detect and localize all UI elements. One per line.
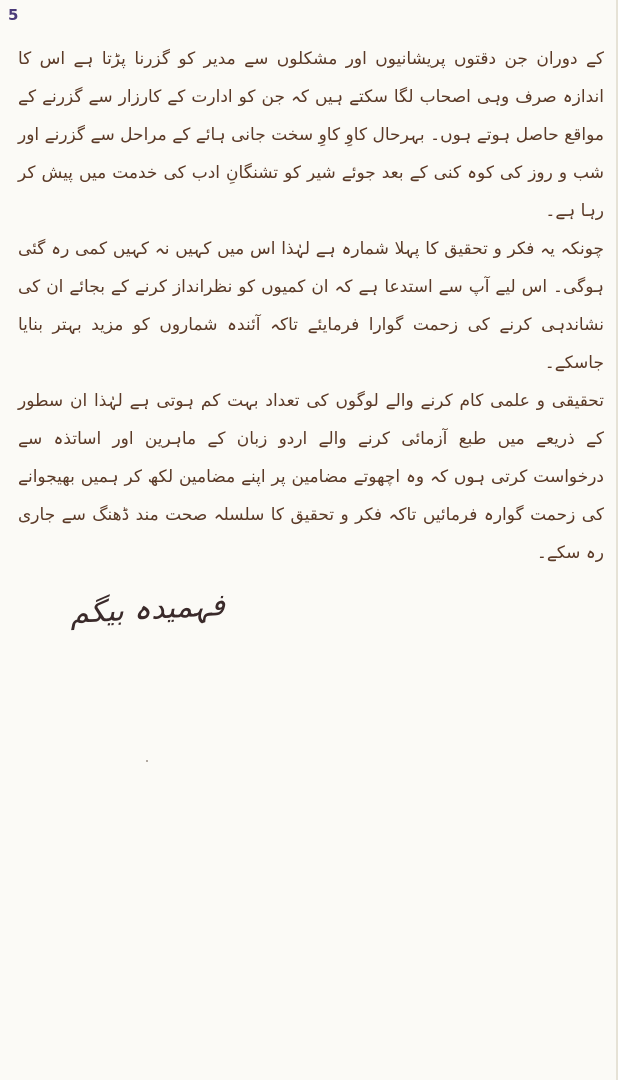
paragraph-2: چونکہ یہ فکر و تحقیق کا پہلا شمارہ ہے لہٰذا اس میں کہیں نہ کہیں کمی رہ گئی ہوگی۔ اس لیے آپ سے استدعا ہے کہ ان کمیوں کو نظرانداز کرنے کے بجائے ان کی نشاندہی کرنے کی زحمت گوارا فرمایئے تاکہ آئندہ شماروں کو مزید بہتر بنایا جاسکے۔ [18,239,604,373]
paragraph-1: کے دوران جن دقتوں پریشانیوں اور مشکلوں سے مدیر کو گزرنا پڑتا ہے اس کا اندازہ صرف وہی اصحاب لگا سکتے ہیں کہ جن کو ادارت کے کارزار سے گزرنے کے مواقع حاصل ہوتے ہوں۔ بہرحال کاوِ کاوِ سخت جانی ہائے کے مراحل سے گزرنے اور شب و روز کی کوہ کنی کے بعد جوئے شیر کو تشنگانِ ادب کی خدمت میں پیش کر رہا ہے۔ [18,49,604,221]
editorial-body [18,40,604,572]
handwritten-signature: فہمیدہ بیگم [69,587,226,631]
page-number: 5 [8,6,19,24]
paper-speck [146,760,148,762]
paragraph-3: تحقیقی و علمی کام کرنے والے لوگوں کی تعداد بہت کم ہوتی ہے لہٰذا ان سطور کے ذریعے میں طبع آزمائی کرنے والے اردو زبان کے ماہرین اور اساتذہ سے درخواست کرتی ہوں کہ وہ اچھوتے مضامین پر اپنے مضامین لکھ کر ہمیں بھیجوانے کی زحمت گوارہ فرمائیں تاکہ فکر و تحقیق کا سلسلہ صحت مند ڈھنگ سے جاری رہ سکے۔ [18,391,604,563]
